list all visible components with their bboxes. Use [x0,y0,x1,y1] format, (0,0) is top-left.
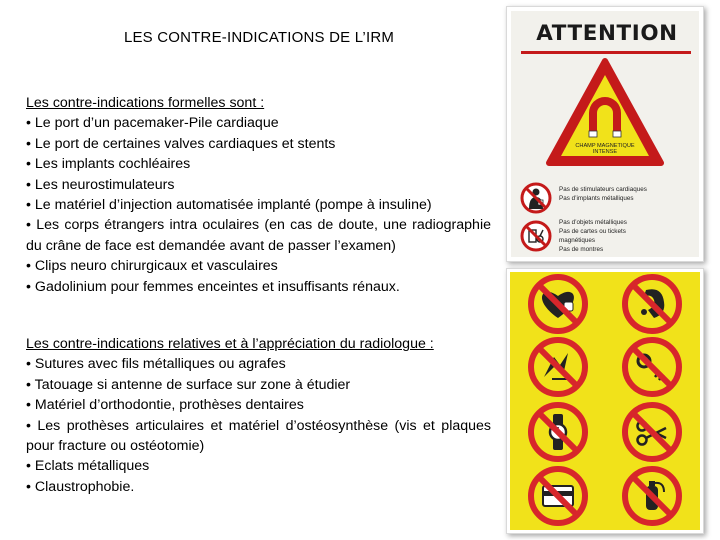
formal-heading: Les contre-indications formelles sont : [26,95,265,111]
list-item: • Le port de certaines valves cardiaques et stents [26,135,336,152]
prohibition-sign [506,268,704,534]
row-text: Pas de montres [559,246,604,253]
relative-contraindications [26,334,491,497]
no-pacemaker-icon [519,181,553,215]
no-hearing-aid-icon [625,277,679,331]
no-watch-icon [531,405,585,459]
no-metal-objects-icon [519,219,553,253]
attention-header: ATTENTION [536,21,678,45]
prohibition-grid [510,272,700,530]
no-metal-implant-icon [531,340,585,394]
attention-underline [521,51,691,54]
row-text: magnétiques [559,237,596,244]
list-item: • Les corps étrangers intra oculaires (en cas de doute, une radiographie du crâne de face est demandée avant de passer l’examen) [26,217,491,254]
list-item: • Clips neuro chirurgicaux et vasculaires [26,258,278,275]
triangle-text-2: INTENSE [592,149,618,155]
row-text: Pas d’implants métalliques [559,195,634,202]
relative-heading: Les contre-indications relatives et à l’appréciation du radiologue : [26,336,434,352]
attention-sign [506,6,704,262]
list-item: • Matériel d’orthodontie, prothèses dentaires [26,397,304,414]
magnet-warning-triangle [545,57,665,169]
list-item: • Le matériel d’injection automatisée implanté (pompe à insuline) [26,197,432,214]
list-item: • Le port d’un pacemaker-Pile cardiaque [26,115,279,132]
list-item: • Les neurostimulateurs [26,176,175,193]
page-title: LES CONTRE-INDICATIONS DE L’IRM [123,29,395,46]
list-item: • Claustrophobie. [26,478,135,495]
list-item: • Eclats métalliques [26,458,150,475]
triangle-text-1: CHAMP MAGNETIQUE [575,143,635,149]
list-item: • Les implants cochléaires [26,156,191,173]
list-item: • Les prothèses articulaires et matériel d’ostéosynthèse (vis et plaques pour fracture ou ostéotomie) [26,417,491,455]
no-pacemaker-icon [531,277,585,331]
attention-row-metal [517,221,695,251]
no-magnetic-card-icon [531,469,585,523]
list-item: • Tatouage si antenne de surface sur zone à étudier [26,376,351,393]
no-scissors-icon [625,405,679,459]
row-text: Pas d’objets métalliques [559,219,627,226]
no-extinguisher-icon [625,469,679,523]
no-keys-icon [625,340,679,394]
formal-contraindications [26,93,491,297]
list-item: • Gadolinium pour femmes enceintes et insuffisants rénaux. [26,278,400,295]
row-text: Pas de cartes ou tickets [559,228,626,235]
list-item: • Sutures avec fils métalliques ou agrafes [26,356,286,373]
row-text: Pas de stimulateurs cardiaques [559,186,647,193]
attention-row-pacemaker [517,183,695,213]
